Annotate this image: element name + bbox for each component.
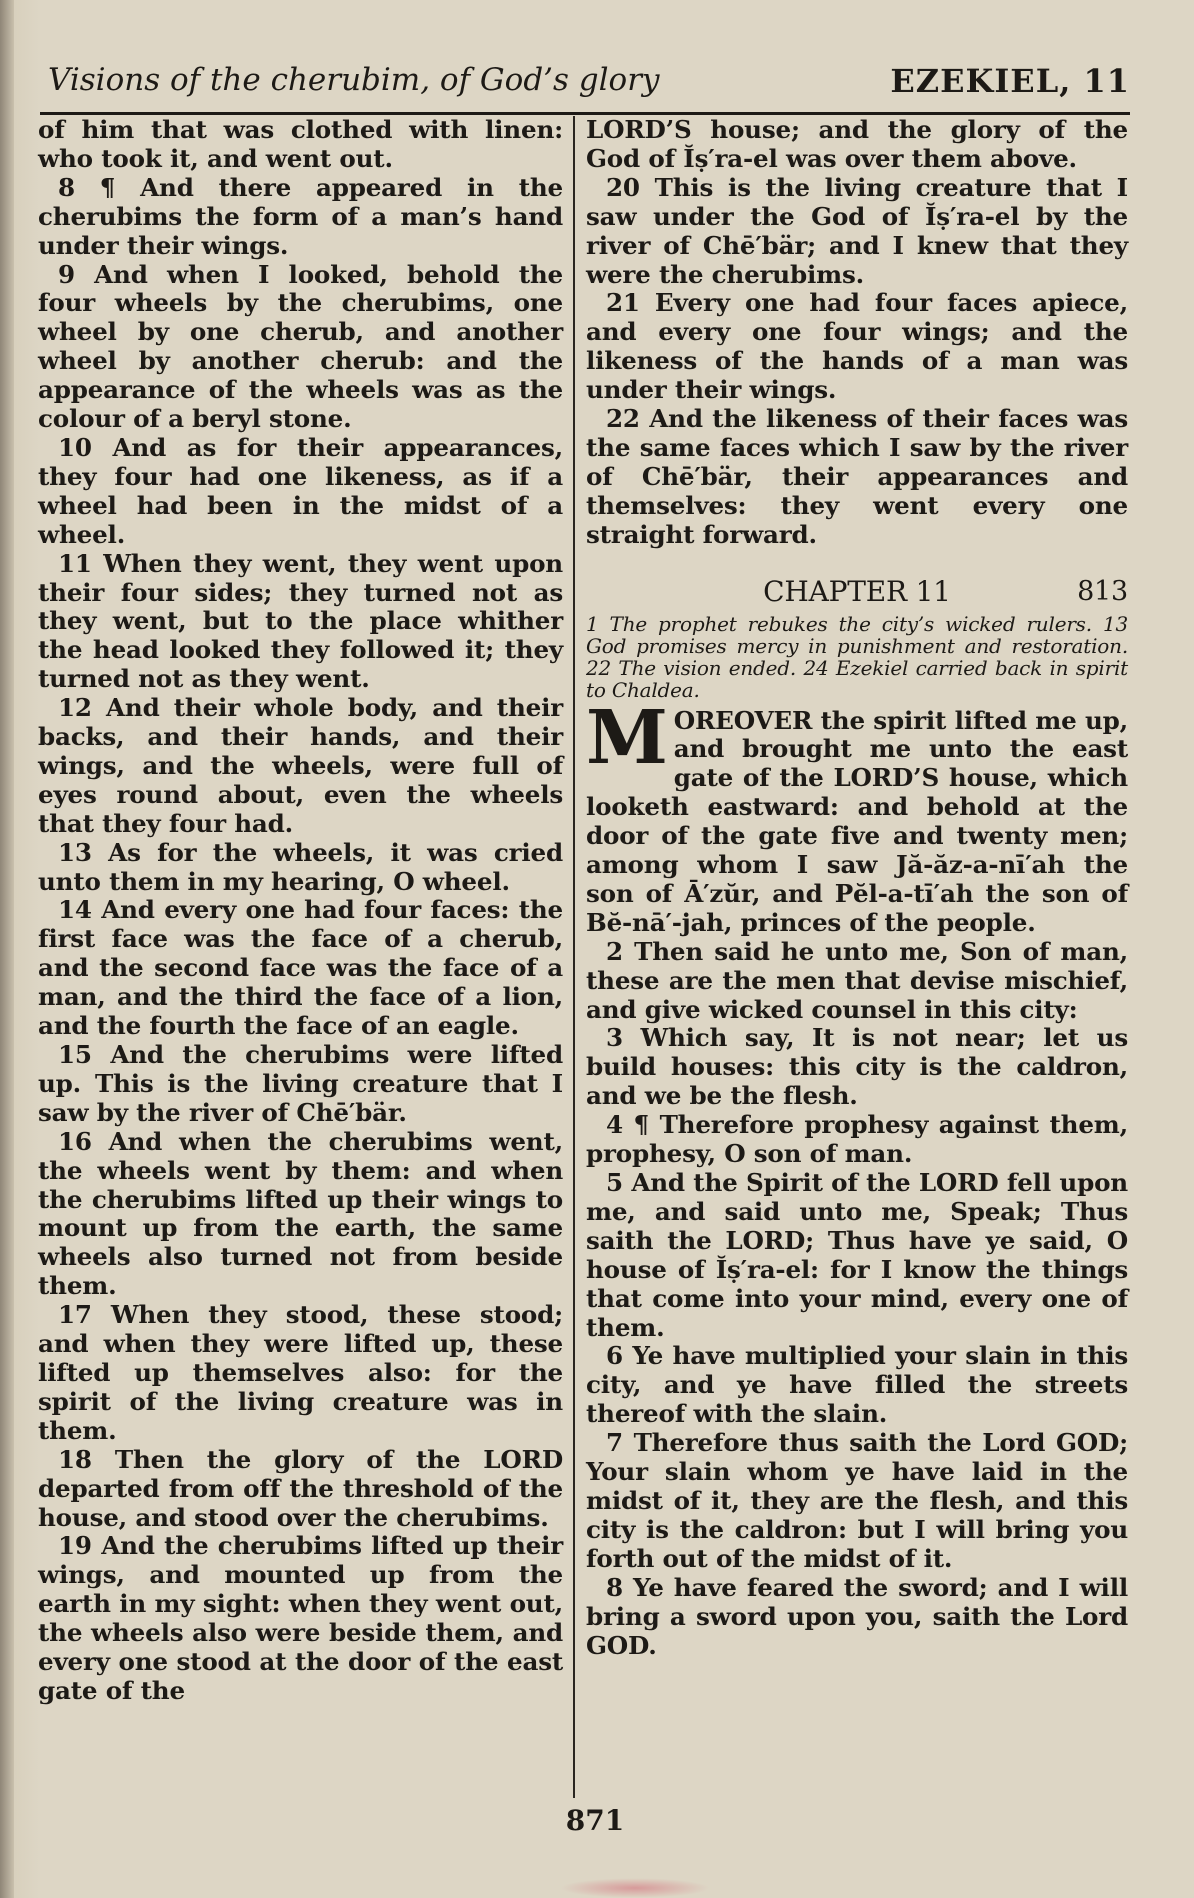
- verse-5: 5 And the Spirit of the LORD fell upon me, and said unto me, Speak; Thus saith the LORD; Thus have ye said, O house of Ĭṣ′ra-el: for I know the things that come into your mind, every one of them.: [586, 1168, 1128, 1342]
- verse-15: 15 And the cherubims were lifted up. This is the living creature that I saw by the river of Chē′bär.: [38, 1040, 563, 1127]
- verse-8: 8 Ye have feared the sword; and I will bring a sword upon you, saith the Lord GOD.: [586, 1572, 1128, 1660]
- verse-10: 10 And as for their appearances, they four had one likeness, as if a wheel had been in the midst of a wheel.: [38, 432, 563, 549]
- verse-9: 9 And when I looked, behold the four wheels by the cherubims, one wheel by one cherub, and another wheel by another cherub: and the appearance of the wheels was as the colour of a beryl stone.: [38, 259, 563, 434]
- verse-4: 4 ¶ Therefore prophesy against them, prophesy, O son of man.: [586, 1110, 1128, 1169]
- page-edge-stain: [560, 1878, 710, 1898]
- verse-22: 22 And the likeness of their faces was the same faces which I saw by the river of Chē′bär, their appearances and themselves: they went every one straight forward.: [586, 404, 1128, 549]
- verse-21: 21 Every one had four faces apiece, and every one four wings; and the likeness of the hands of a man was under their wings.: [586, 288, 1128, 405]
- drop-cap: M: [586, 694, 668, 781]
- header-book-chapter: EZEKIEL, 11: [890, 62, 1130, 100]
- page-number: 871: [565, 1804, 625, 1837]
- verse-6: 6 Ye have multiplied your slain in this city, and ye have filled the streets thereof with the slain.: [586, 1341, 1128, 1429]
- chapter-synopsis: 1 The prophet rebukes the city’s wicked rulers. 13 God promises mercy in punishment and restoration. 22 The vision ended. 24 Ezekiel carried back in spirit to Chaldea.: [586, 611, 1128, 702]
- chapter-opening: [586, 694, 1128, 938]
- verse-12: 12 And their whole body, and their backs, and their hands, and their wings, and the wheels, were full of eyes round about, even the wheels that they four had.: [38, 693, 563, 838]
- verse-continuation: LORD’S house; and the glory of the God of Ĭṣ′ra-el was over them above.: [586, 115, 1128, 173]
- verse-8: 8 ¶ And there appeared in the cherubims the form of a man’s hand under their wings.: [38, 172, 563, 260]
- verse-continuation: of him that was clothed with linen: who took it, and went out.: [38, 115, 563, 173]
- header-topic: Visions of the cherubim, of God’s glory: [48, 62, 660, 98]
- right-column: [586, 116, 1128, 1660]
- left-column: [38, 116, 563, 1706]
- verse-2: 2 Then said he unto me, Son of man, these are the men that devise mischief, and give wicked counsel in this city:: [586, 936, 1128, 1024]
- column-rule: [573, 116, 575, 1798]
- running-header: [40, 58, 1130, 115]
- verse-20: 20 This is the living creature that I saw under the God of Ĭṣ′ra-el by the river of Chē′bär; and I knew that they were the cherubims.: [586, 172, 1128, 289]
- chapter-title: CHAPTER 11: [763, 574, 951, 608]
- verse-18: 18 Then the glory of the LORD departed from off the threshold of the house, and stood over the cherubims.: [38, 1444, 563, 1532]
- verse-14: 14 And every one had four faces: the first face was the face of a cherub, and the second face was the face of a man, and the third the face of a lion, and the fourth the face of an eagle.: [38, 895, 563, 1041]
- binding-gutter: [0, 0, 14, 1898]
- verse-17: 17 When they stood, these stood; and when they were lifted up, these lifted up themselves also: for the spirit of the living creature was in them.: [38, 1300, 563, 1445]
- opening-text: OREOVER the spirit lifted me up, and brought me unto the east gate of the LORD’S house, which looketh eastward: and behold at the door of the gate five and twenty men; among whom I saw Jă-ăz-a-nī′ah the son of Ā′zŭr, and Pĕl-a-tī′ah the son of Bĕ-nā′-jah, princes of the people.: [586, 705, 1128, 937]
- verse-3: 3 Which say, It is not near; let us build houses: this city is the caldron, and we be the flesh.: [586, 1023, 1128, 1111]
- verse-19: 19 And the cherubims lifted up their wings, and mounted up from the earth in my sight: when they went out, the wheels also were beside them, and every one stood at the door of the east gate of the: [38, 1531, 563, 1705]
- verse-7: 7 Therefore thus saith the Lord GOD; Your slain whom ye have laid in the midst of it, they are the flesh, and this city is the caldron: but I will bring you forth out of the midst of it.: [586, 1428, 1128, 1573]
- verse-11: 11 When they went, they went upon their four sides; they turned not as they went, but to the place whither the head looked they followed it; they turned not as they went.: [38, 548, 563, 694]
- verse-16: 16 And when the cherubims went, the wheels went by them: and when the cherubims lifted up their wings to mount up from the earth, the same wheels also turned not from beside them.: [38, 1126, 563, 1301]
- verse-13: 13 As for the wheels, it was cried unto them in my hearing, O wheel.: [38, 837, 563, 896]
- chapter-reference-number: 813: [1077, 575, 1128, 607]
- chapter-heading: [586, 574, 1128, 608]
